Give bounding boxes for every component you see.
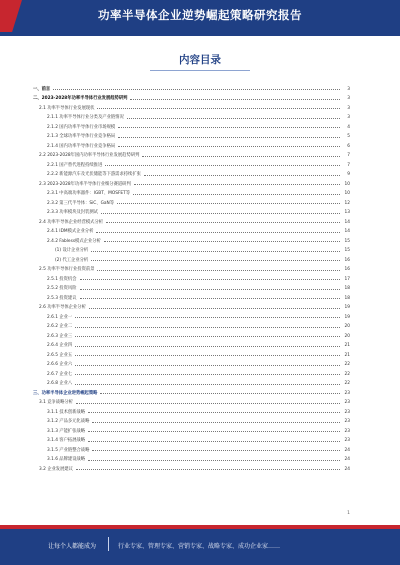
toc-entry-label: 3.1 竞争战略分析 [39,400,73,405]
toc-entry-label: 3.1.3 产能扩张战略 [47,428,86,434]
toc-entry[interactable] [33,462,350,472]
toc-entry-page: 23 [344,400,350,405]
toc-entry-label: 2.6.3 企业三 [47,333,73,339]
toc-entry[interactable] [33,282,350,292]
toc-entry-page: 12 [344,200,350,206]
toc-entry-label: 2.1.1 功率半导体行业分类及产业链情况 [47,115,124,120]
toc-leader-dots [134,184,340,185]
toc-entry-page: 15 [344,248,350,253]
toc-entry[interactable] [33,82,350,92]
toc-leader-dots [80,298,341,299]
toc-leader-dots [96,232,340,233]
toc-entry[interactable] [33,367,350,377]
toc-entry-label: 3.1.6 品牌建设战略 [47,457,86,462]
toc-entry-label: 3.1.5 产业链整合战略 [47,447,90,453]
toc-leader-dots [76,403,340,404]
footer-slogan-left: 让每个人都能成为 [48,543,97,550]
toc-entry-label: 2.1.4 国内功率半导体行业竞争格局 [47,143,116,149]
toc-entry-page: 23 [344,419,350,424]
toc-entry-page: 10 [344,191,350,196]
toc-entry-label: 2.6.7 企业七 [47,371,73,377]
toc-leader-dots [105,165,340,166]
toc-leader-dots [91,251,340,252]
toc-entry[interactable] [33,329,350,339]
toc-leader-dots [88,441,340,442]
toc-entry-page: 24 [344,447,350,453]
toc-entry[interactable] [33,177,350,187]
toc-leader-dots [101,213,340,214]
toc-entry-label: 3.2 企业发展建议 [39,466,73,472]
toc-entry-page: 5 [347,134,350,139]
toc-entry[interactable] [33,396,350,406]
toc-entry-label: 2.3.3 功率模块及封装测试 [47,210,98,215]
toc-entry-label: (1) 设计企业分析 [55,248,89,253]
report-title: 功率半导体企业逆势崛起策略研究报告 [98,8,302,22]
toc-entry-label: 2.6.6 企业六 [47,362,73,367]
toc-entry-page: 23 [344,409,350,415]
toc-entry[interactable] [33,386,350,396]
toc-leader-dots [75,336,340,337]
toc-leader-dots [80,289,341,290]
toc-entry[interactable] [33,149,350,159]
toc-leader-dots [117,203,340,204]
toc-leader-dots [53,89,340,90]
toc-entry[interactable] [33,320,350,330]
toc-entry-label: 2.5 功率半导体行业投资前景 [39,267,95,272]
toc-entry-page: 3 [347,86,350,92]
toc-leader-dots [97,108,340,109]
toc-entry-label: 3.1.4 客户拓展战略 [47,438,86,443]
toc-entry[interactable] [33,244,350,254]
toc-leader-dots [80,279,341,280]
toc-entry-label: 3.1.2 产品多元化战略 [47,419,90,424]
toc-entry[interactable] [33,310,350,320]
toc-entry[interactable] [33,453,350,463]
toc-title-rule [150,70,250,71]
toc-leader-dots [92,422,340,423]
toc-entry[interactable] [33,377,350,387]
toc-entry[interactable] [33,101,350,111]
toc-leader-dots [76,469,340,470]
toc-entry[interactable] [33,206,350,216]
toc-entry[interactable] [33,272,350,282]
toc-entry-label: 2.5.2 投资风险 [47,286,77,291]
toc-leader-dots [106,222,340,223]
toc-entry[interactable] [33,405,350,415]
toc-entry[interactable] [33,196,350,206]
toc-entry-label: 2.1 功率半导体行业发展现状 [39,105,95,111]
toc-title: 内容目录 [179,54,221,66]
header-band [0,0,400,36]
toc-entry-page: 3 [347,115,350,120]
toc-leader-dots [89,308,340,309]
toc-entry-label: 2.6.5 企业五 [47,352,73,358]
toc-entry-page: 21 [344,352,350,358]
toc-entry-page: 7 [347,153,350,158]
toc-entry[interactable] [33,424,350,434]
toc-entry-label: 2.4 功率半导体企业经营模式分析 [39,219,104,225]
toc-entry-label: 2.3.1 中高端功率器件：IGBT、MOSFET等 [47,191,131,196]
toc-entry[interactable] [33,130,350,140]
toc-entry-page: 20 [344,333,350,339]
toc-leader-dots [127,118,340,119]
toc-entry-page: 7 [347,162,350,168]
toc-entry-label: 二、2023-2028年功率半导体行业发展趋势研判 [33,96,128,101]
toc-entry-page: 14 [344,219,350,225]
toc-entry[interactable] [33,234,350,244]
toc-entry-page: 19 [344,305,350,310]
toc-entry[interactable] [33,263,350,273]
toc-entry-page: 15 [344,238,350,244]
toc-leader-dots [88,460,340,461]
toc-entry-page: 24 [344,466,350,472]
footer-accent [0,525,400,529]
toc-entry-page: 3 [347,96,350,101]
toc-entry-label: 2.2.2 新能源汽车及光伏储能等下游需求持续扩张 [47,172,141,177]
toc-entry[interactable] [33,339,350,349]
toc-entry-label: 一、前言 [33,86,51,92]
toc-entry[interactable] [33,111,350,121]
footer-divider [108,537,109,551]
toc-entry-label: 2.6.1 企业一 [47,314,73,320]
toc-leader-dots [88,412,340,413]
toc-entry-page: 21 [344,343,350,348]
toc-leader-dots [104,241,340,242]
toc-entry[interactable] [33,92,350,102]
toc-entry-page: 13 [344,210,350,215]
toc-entry-label: 2.4.2 Fabless模式企业分析 [47,238,101,244]
toc-leader-dots [75,317,340,318]
toc-entry-page: 22 [344,371,350,377]
toc-leader-dots [75,346,340,347]
table-of-contents [33,82,350,472]
toc-entry-page: 23 [344,390,350,396]
toc-entry[interactable] [33,415,350,425]
toc-entry-page: 6 [347,143,350,149]
toc-entry-page: 16 [344,267,350,272]
toc-entry[interactable] [33,443,350,453]
toc-entry-page: 22 [344,381,350,386]
toc-leader-dots [75,365,340,366]
toc-entry-page: 10 [344,181,350,187]
toc-leader-dots [118,146,340,147]
toc-leader-dots [88,431,340,432]
footer-band [0,525,400,565]
toc-leader-dots [133,194,340,195]
toc-entry[interactable] [33,291,350,301]
toc-leader-dots [92,450,340,451]
toc-entry-label: 2.2 2023-2028年国内功率半导体行业发展趋势研判 [39,153,140,158]
toc-entry-label: 2.5.1 投资机会 [47,276,77,282]
toc-entry-label: 2.3 2023-2028年功率半导体行业细分赛道研判 [39,181,131,187]
toc-entry[interactable] [33,158,350,168]
toc-leader-dots [118,137,340,138]
toc-entry[interactable] [33,253,350,263]
toc-entry-label: 三、功率半导体企业逆势崛起策略 [33,390,98,396]
toc-entry[interactable] [33,301,350,311]
toc-entry-page: 18 [344,295,350,301]
toc-leader-dots [142,156,340,157]
toc-entry[interactable] [33,225,350,235]
toc-leader-dots [75,355,340,356]
toc-entry-page: 4 [347,124,350,130]
toc-entry[interactable] [33,168,350,178]
toc-entry-page: 22 [344,362,350,367]
page-number: 1 [347,511,350,516]
toc-entry[interactable] [33,348,350,358]
toc-leader-dots [144,175,340,176]
toc-entry-label: 2.6.2 企业二 [47,324,73,329]
toc-entry-label: 3.1.1 技术创新战略 [47,409,86,415]
toc-leader-dots [97,270,340,271]
toc-entry-page: 20 [344,324,350,329]
toc-entry-label: 2.6 功率半导体企业分析 [39,305,86,310]
toc-leader-dots [100,393,340,394]
toc-leader-dots [75,374,340,375]
toc-entry[interactable] [33,120,350,130]
toc-entry[interactable] [33,139,350,149]
footer-slogan-right: 行业专家、管理专家、营销专家、战略专家、成功企业家…… [118,543,281,550]
toc-entry-page: 23 [344,438,350,443]
toc-leader-dots [91,260,340,261]
toc-entry-label: 2.5.3 投资建议 [47,295,77,301]
toc-entry-label: 2.3.2 第三代半导体：SiC、GaN等 [47,200,115,206]
toc-entry-label: 2.1.2 国内功率半导体行业市场规模 [47,124,116,130]
toc-entry-label: 2.2.1 国产替代进程持续推进 [47,162,103,168]
toc-entry-label: 2.6.8 企业八 [47,381,73,386]
toc-entry-label: 2.4.1 IDM模式企业分析 [47,229,94,234]
toc-leader-dots [75,327,340,328]
toc-entry-page: 19 [344,314,350,320]
toc-entry-label: 2.1.3 全球功率半导体行业竞争格局 [47,134,116,139]
toc-entry-page: 14 [344,229,350,234]
toc-entry[interactable] [33,187,350,197]
toc-entry-page: 16 [344,257,350,263]
toc-leader-dots [75,384,340,385]
toc-entry-label: (2) 代工企业分析 [55,257,89,263]
toc-entry-page: 18 [344,286,350,291]
toc-entry[interactable] [33,434,350,444]
toc-entry[interactable] [33,358,350,368]
toc-entry-page: 17 [344,276,350,282]
toc-entry-page: 23 [344,428,350,434]
toc-entry-label: 2.6.4 企业四 [47,343,73,348]
toc-entry-page: 3 [347,105,350,111]
toc-entry[interactable] [33,215,350,225]
toc-entry-page: 24 [344,457,350,462]
toc-leader-dots [130,99,340,100]
toc-leader-dots [118,127,340,128]
toc-entry-page: 9 [347,172,350,177]
